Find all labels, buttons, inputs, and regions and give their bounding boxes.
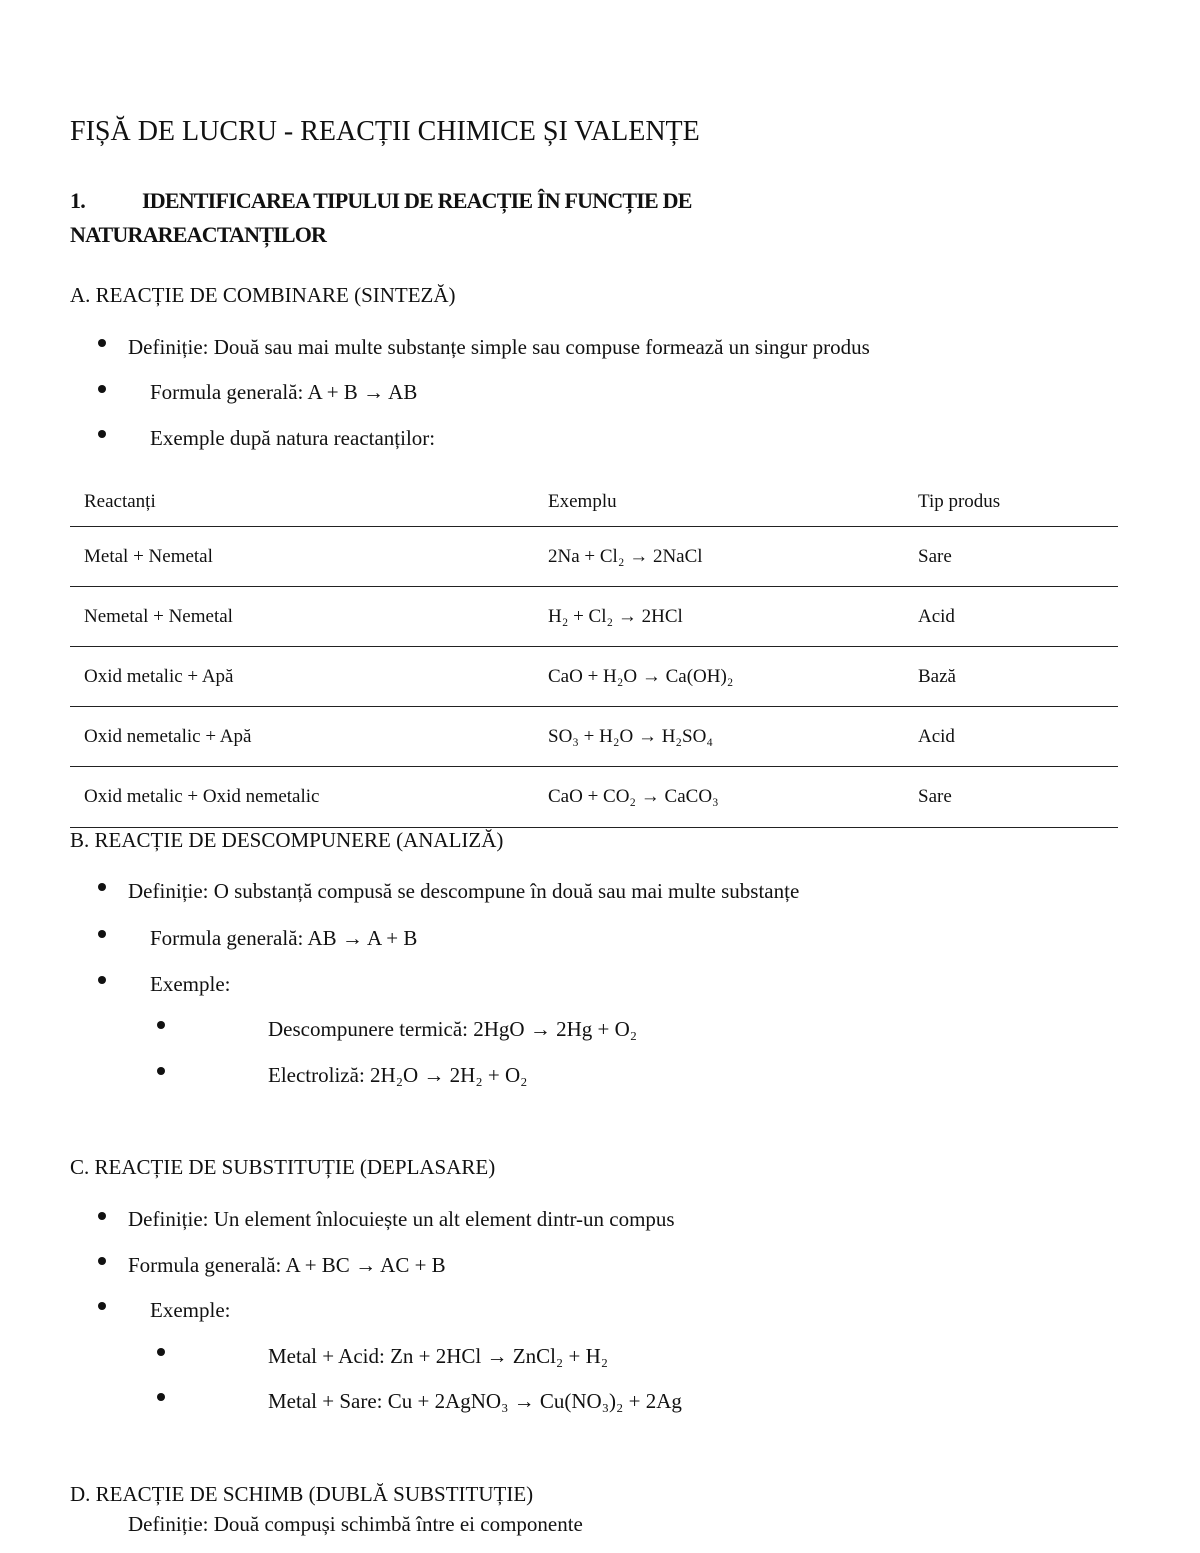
section-c-example: Metal + Acid: Zn + 2HCl → ZnCl₂ + H₂: [268, 1344, 609, 1368]
cell-reactants: Nemetal + Nemetal: [70, 587, 534, 647]
section-b-example: Descompunere termică: 2HgO → 2Hg + O₂: [268, 1017, 638, 1041]
section-c-example: Metal + Sare: Cu + 2AgNO₃ → Cu(NO₃)₂ + 2Ag: [268, 1389, 682, 1413]
cell-product-type: Sare: [904, 767, 1118, 828]
table-row: [70, 587, 1118, 647]
table-header-row: [70, 478, 1118, 527]
cell-product-type: Bază: [904, 647, 1118, 707]
section-a-definition: Definiție: Două sau mai multe substanțe simple sau compuse formează un singur produs: [128, 335, 870, 359]
cell-reactants: Oxid metalic + Oxid nemetalic: [70, 767, 534, 828]
cell-example: CaO + CO₂ → CaCO₃: [534, 767, 904, 828]
bullet-icon: [98, 385, 106, 393]
bullet-icon: [157, 1021, 165, 1029]
section-a-heading: A. REACȚIE DE COMBINARE (SINTEZĂ): [70, 283, 456, 307]
section-b-formula: Formula generală: AB → A + B: [150, 926, 418, 950]
combination-reactions-table: [70, 478, 1118, 828]
cell-example: SO₃ + H₂O → H₂SO₄: [534, 707, 904, 767]
cell-reactants: Metal + Nemetal: [70, 527, 534, 587]
bullet-icon: [157, 1348, 165, 1356]
section-b-example: Electroliză: 2H₂O → 2H₂ + O₂: [268, 1063, 528, 1087]
cell-example: CaO + H₂O → Ca(OH)₂: [534, 647, 904, 707]
column-header-product-type: Tip produs: [904, 478, 1118, 527]
bullet-icon: [98, 339, 106, 347]
bullet-icon: [157, 1067, 165, 1075]
section-c-heading: C. REACȚIE DE SUBSTITUȚIE (DEPLASARE): [70, 1155, 496, 1179]
section-c-formula: Formula generală: A + BC → AC + B: [128, 1253, 446, 1277]
table-row: [70, 767, 1118, 828]
bullet-icon: [98, 1302, 106, 1310]
section-b-definition: Definiție: O substanță compusă se descompune în două sau mai multe substanțe: [128, 879, 800, 903]
cell-example: H₂ + Cl₂ → 2HCl: [534, 587, 904, 647]
bullet-icon: [98, 976, 106, 984]
table-row: [70, 527, 1118, 587]
section-1-number: 1.: [70, 188, 85, 213]
section-1-title-line2: NATURAREACTANȚILOR: [70, 222, 327, 247]
section-d-heading: D. REACȚIE DE SCHIMB (DUBLĂ SUBSTITUȚIE): [70, 1482, 534, 1506]
table-row: [70, 647, 1118, 707]
section-c-definition: Definiție: Un element înlocuiește un alt element dintr-un compus: [128, 1207, 675, 1231]
section-1-heading: [70, 188, 692, 214]
section-a-examples-label: Exemple după natura reactanților:: [150, 426, 436, 450]
section-b-heading: B. REACȚIE DE DESCOMPUNERE (ANALIZĂ): [70, 828, 504, 852]
table-row: [70, 707, 1118, 767]
section-1-title-line1: IDENTIFICAREA TIPULUI DE REACȚIE ÎN FUNCȚIE DE: [142, 188, 692, 213]
section-d-definition: Definiție: Două compuși schimbă între ei componente: [128, 1512, 583, 1536]
bullet-icon: [98, 883, 106, 891]
cell-product-type: Acid: [904, 587, 1118, 647]
section-c-examples-label: Exemple:: [150, 1298, 231, 1322]
bullet-icon: [98, 930, 106, 938]
column-header-reactants: Reactanți: [70, 478, 534, 527]
section-b-examples-label: Exemple:: [150, 972, 231, 996]
cell-reactants: Oxid nemetalic + Apă: [70, 707, 534, 767]
section-a-formula: Formula generală: A + B → AB: [150, 380, 418, 404]
column-header-example: Exemplu: [534, 478, 904, 527]
page-title: FIȘĂ DE LUCRU - REACȚII CHIMICE ȘI VALENȚE: [70, 116, 700, 147]
bullet-icon: [98, 1212, 106, 1220]
cell-product-type: Sare: [904, 527, 1118, 587]
cell-reactants: Oxid metalic + Apă: [70, 647, 534, 707]
bullet-icon: [157, 1393, 165, 1401]
cell-product-type: Acid: [904, 707, 1118, 767]
cell-example: 2Na + Cl₂ → 2NaCl: [534, 527, 904, 587]
bullet-icon: [98, 1257, 106, 1265]
bullet-icon: [98, 430, 106, 438]
